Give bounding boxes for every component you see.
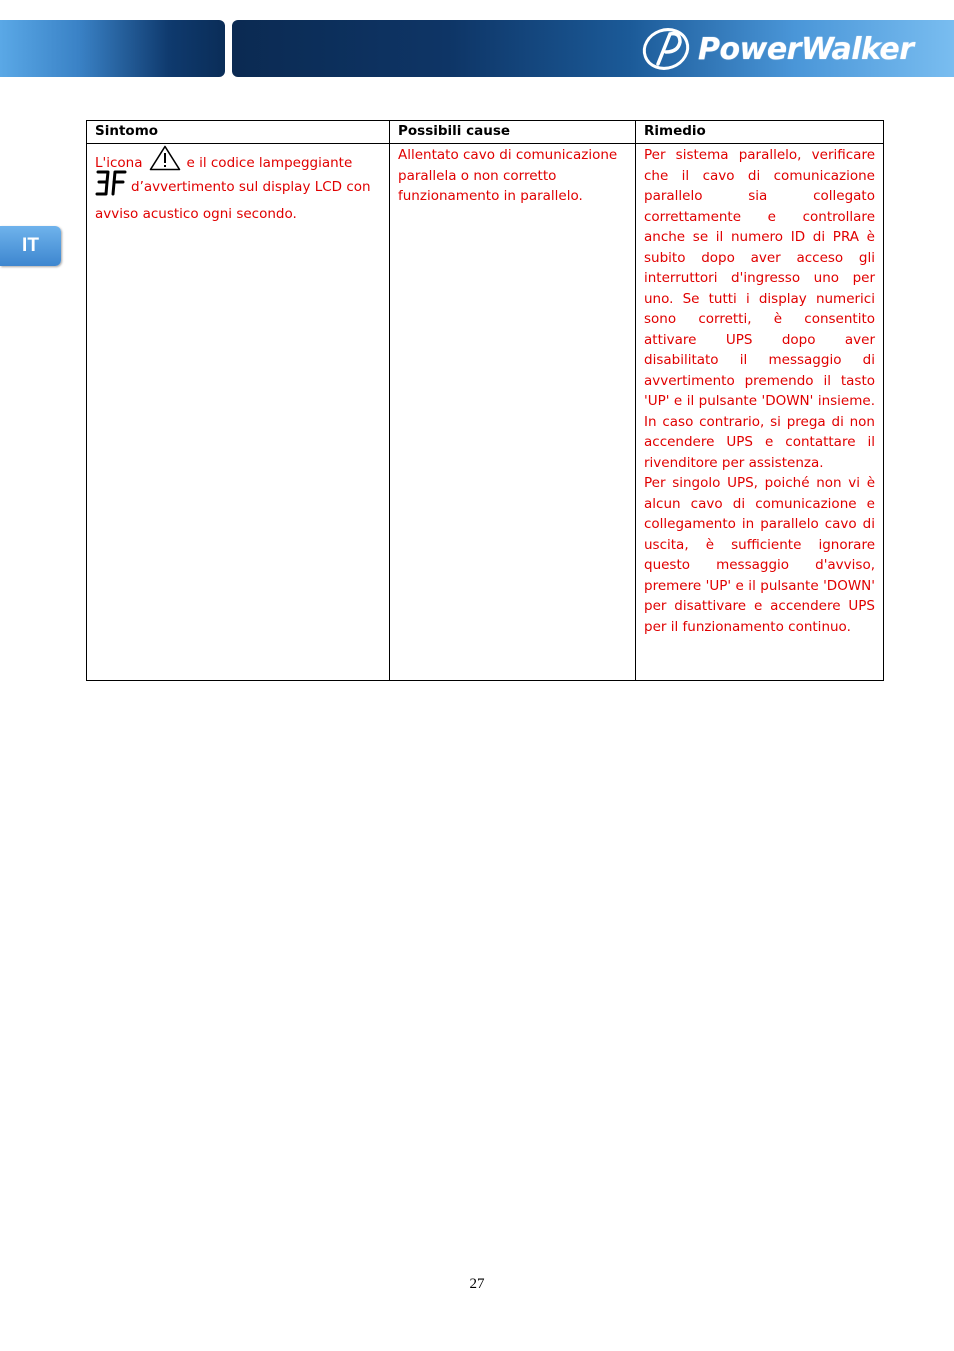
language-tab[interactable]: IT [0,226,61,266]
cause-cell: Allentato cavo di comunicazione parallela o non corretto funzionamento in parallelo. [390,144,636,681]
header-symptom: Sintomo [87,121,390,144]
page-number: 27 [469,1276,485,1292]
troubleshooting-table [86,120,884,681]
remedy-single: Per singolo UPS, poiché non vi è alcun cavo di comunicazione e collegamento in parallelo cavo di uscita, è sufficiente ignorare questo messaggio d'avviso, premere 'UP' e il pulsante 'DOWN' per disattivare e accendere UPS per il funzionamento continuo. [644,475,875,635]
symptom-text-1: L'icona [95,155,143,171]
header-causes: Possibili cause [390,121,636,144]
symptom-cell [87,144,390,681]
remedy-cell [636,144,884,681]
header-banner-left [0,20,225,77]
header-remedy: Rimedio [636,121,884,144]
symptom-text-2: e il codice lampeggiante [186,155,353,171]
table-row [87,144,884,681]
powerwalker-logo-icon [640,26,696,72]
table-header-row [87,121,884,144]
symptom-text-3: d’avvertimento sul display LCD con avviso acustico ogni secondo. [95,179,371,222]
lcd-code-3F-icon [95,169,127,204]
remedy-parallel: Per sistema parallelo, verificare che il cavo di comunicazione parallelo sia collegato correttamente e controllare anche se il numero ID di PRA è subito dopo aver acceso gli interruttori d'ingresso uno per uno. Se tutti i display numerici sono corretti, è consentito attivare UPS dopo aver disabilitato il messaggio di avvertimento premendo il tasto 'UP' e il pulsante 'DOWN' insieme. In caso contrario, si prega di non accendere UPS e contattare il rivenditore per assistenza. [644,147,875,471]
brand-name: PowerWalker [698,31,914,67]
brand-logo [640,26,946,72]
